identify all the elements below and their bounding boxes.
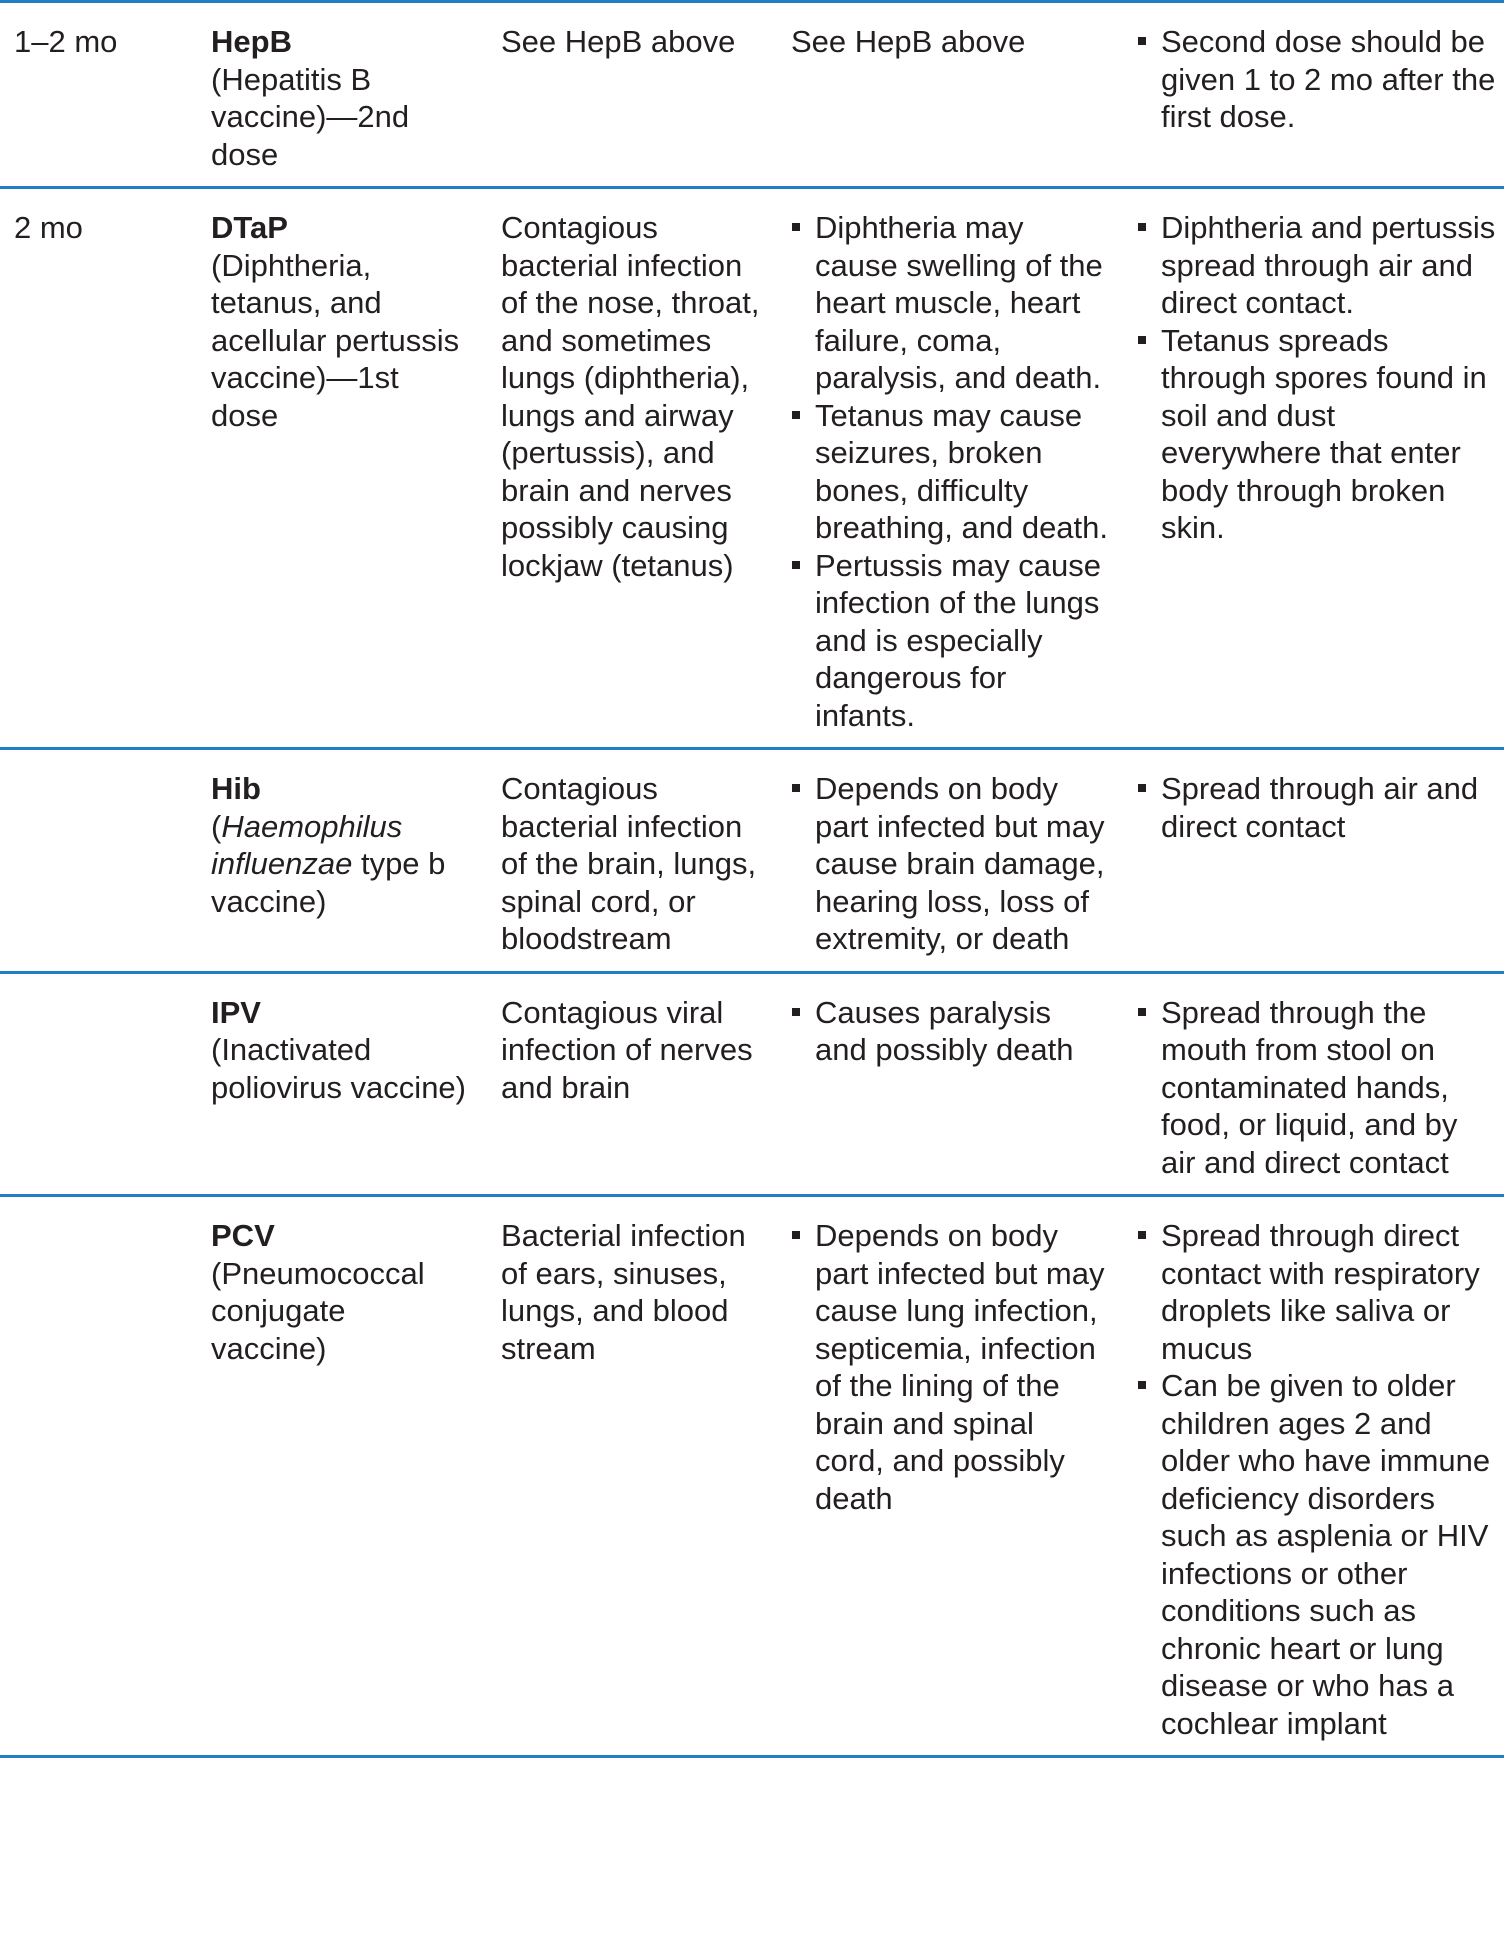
age-cell [0,749,195,973]
list-item: Tetanus may cause seizures, broken bones, difficulty breathing, and death. [791,397,1109,547]
vaccine-cell [195,972,487,1196]
list-item: Tetanus spreads through spores found in soil and dust everywhere that enter body through broken skin. [1137,322,1498,547]
complications-cell [777,188,1115,749]
transmission-cell [1115,1196,1504,1757]
list-item: Spread through air and direct contact [1137,770,1498,845]
list-item: Depends on body part infected but may cause brain damage, hearing loss, loss of extremity, or death [791,770,1109,958]
table-row [0,972,1504,1196]
table-row [0,1196,1504,1757]
complications-list [791,1217,1109,1517]
vaccine-cell [195,1196,487,1757]
vaccine-name: HepB [211,24,292,59]
transmission-cell [1115,188,1504,749]
transmission-cell [1115,3,1504,188]
vaccine-cell [195,188,487,749]
list-item: Can be given to older children ages 2 and older who have immune deficiency disorders such as asplenia or HIV infections or other conditions such as chronic heart or lung disease or who has a cochlear implant [1137,1367,1498,1742]
transmission-cell [1115,749,1504,973]
complications-list [791,209,1109,734]
disease-cell: Contagious bacterial infection of the nose, throat, and sometimes lungs (diphtheria), lungs and airway (pertussis), and brain and nerves possibly causing lockjaw (tetanus) [487,188,777,749]
age-cell: 2 mo [0,188,195,749]
transmission-list [1137,209,1498,547]
vaccine-name: DTaP [211,210,288,245]
vaccine-full-name [211,808,469,921]
transmission-list [1137,994,1498,1182]
list-item: Pertussis may cause infection of the lungs and is especially dangerous for infants. [791,547,1109,735]
transmission-list [1137,23,1498,136]
complications-cell [777,972,1115,1196]
vaccine-full-name-part: type b vaccine) [211,846,446,919]
complications-cell [777,1196,1115,1757]
age-cell [0,1196,195,1757]
complications-cell [777,749,1115,973]
vaccine-full-name: (Inactivated poliovirus vaccine) [211,1032,466,1105]
vaccine-cell [195,749,487,973]
transmission-list [1137,770,1498,845]
vaccine-full-name-italic: Haemophilus influenzae [211,808,403,881]
table-row [0,749,1504,973]
list-item: Spread through the mouth from stool on contaminated hands, food, or liquid, and by air and direct contact [1137,994,1498,1182]
list-item: Diphtheria and pertussis spread through air and direct contact. [1137,209,1498,322]
vaccine-name: Hib [211,771,261,806]
disease-cell: Bacterial infection of ears, sinuses, lungs, and blood stream [487,1196,777,1757]
disease-cell: Contagious bacterial infection of the brain, lungs, spinal cord, or bloodstream [487,749,777,973]
complications-list [791,770,1109,958]
vaccine-full-name-part: ( [211,808,222,844]
vaccine-full-name: (Diphtheria, tetanus, and acellular pertussis vaccine)—1st dose [211,247,460,433]
vaccine-name: PCV [211,1218,275,1253]
disease-cell: Contagious viral infection of nerves and brain [487,972,777,1196]
age-cell [0,972,195,1196]
list-item: Spread through direct contact with respiratory droplets like saliva or mucus [1137,1217,1498,1367]
list-item: Depends on body part infected but may cause lung infection, septicemia, infection of the lining of the brain and spinal cord, and possibly death [791,1217,1109,1517]
vaccine-cell [195,3,487,188]
transmission-cell [1115,972,1504,1196]
complications-cell: See HepB above [777,3,1115,188]
vaccine-full-name: (Hepatitis B vaccine)—2nd dose [211,61,410,172]
list-item: Diphtheria may cause swelling of the heart muscle, heart failure, coma, paralysis, and death. [791,209,1109,397]
vaccine-full-name: (Pneumococcal conjugate vaccine) [211,1255,425,1366]
complications-list [791,994,1109,1069]
table-row [0,3,1504,188]
list-item: Causes paralysis and possibly death [791,994,1109,1069]
transmission-list [1137,1217,1498,1742]
age-cell: 1–2 mo [0,3,195,188]
disease-cell: See HepB above [487,3,777,188]
list-item: Second dose should be given 1 to 2 mo after the first dose. [1137,23,1498,136]
table-row [0,188,1504,749]
vaccine-name: IPV [211,994,261,1030]
